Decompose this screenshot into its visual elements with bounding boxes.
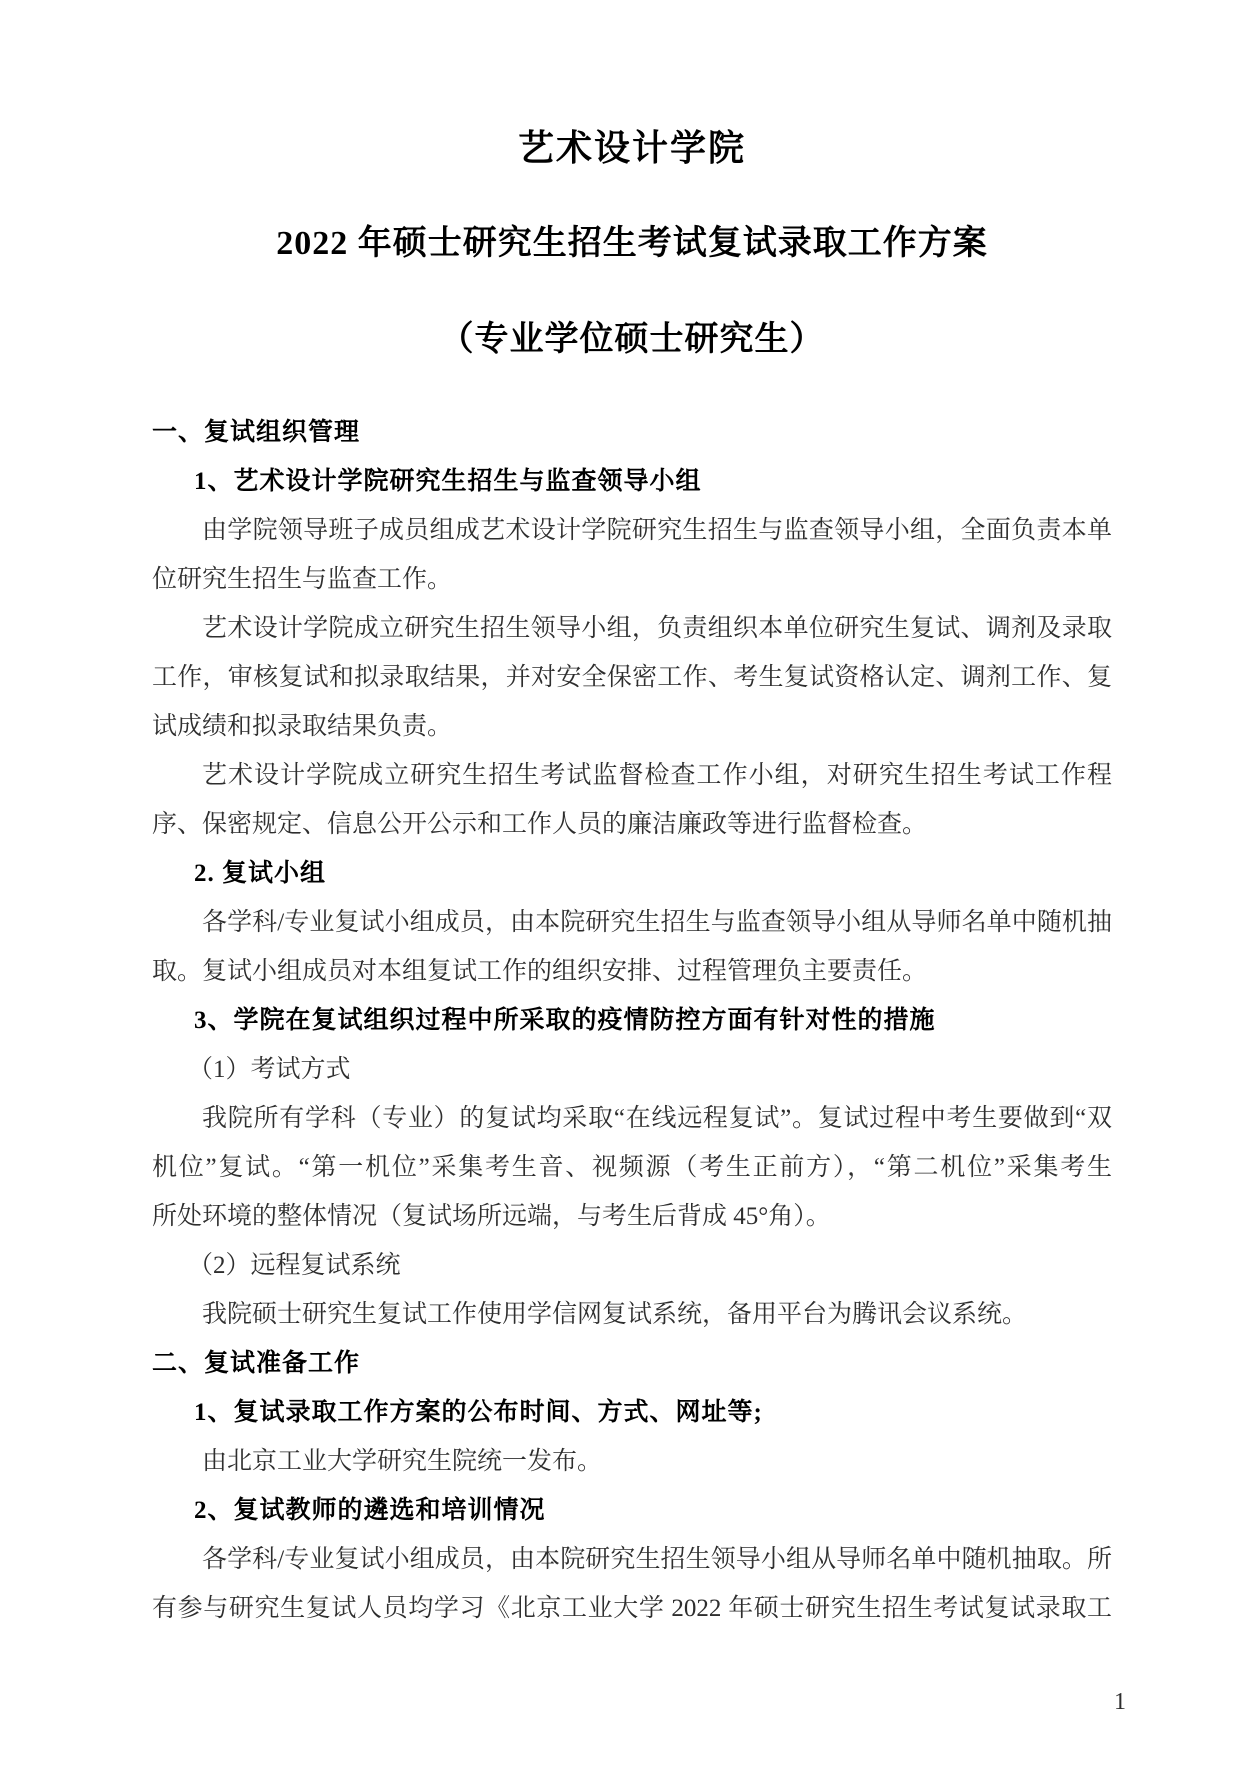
text-line: 2. 复试小组 xyxy=(194,860,327,887)
document-body xyxy=(152,408,1112,1633)
text-line: 各学科/专业复试小组成员，由本院研究生招生与监查领导小组从导师名单中随机抽 xyxy=(202,909,1112,936)
text-line: 各学科/专业复试小组成员，由本院研究生招生领导小组从导师名单中随机抽取。所 xyxy=(202,1546,1112,1573)
document-title-line-3: （专业学位硕士研究生） xyxy=(439,321,825,358)
document-header xyxy=(152,126,1112,362)
text-line: 由北京工业大学研究生院统一发布。 xyxy=(202,1448,603,1475)
text-line: 工作，审核复试和拟录取结果，并对安全保密工作、考生复试资格认定、调剂工作、复 xyxy=(152,664,1112,691)
text-line: 1、艺术设计学院研究生招生与监查领导小组 xyxy=(194,468,702,495)
text-line: 二、复试准备工作 xyxy=(152,1350,361,1377)
text-line: 3、学院在复试组织过程中所采取的疫情防控方面有针对性的措施 xyxy=(194,1007,936,1034)
text-line: 1、复试录取工作方案的公布时间、方式、网址等; xyxy=(194,1399,763,1426)
text-line: 机位”复试。“第一机位”采集考生音、视频源（考生正前方），“第二机位”采集考生 xyxy=(152,1154,1112,1181)
text-line: 艺术设计学院成立研究生招生领导小组，负责组织本单位研究生复试、调剂及录取 xyxy=(202,615,1112,642)
text-line: 位研究生招生与监查工作。 xyxy=(152,566,453,593)
text-line: （2）远程复试系统 xyxy=(188,1252,401,1279)
text-line: 试成绩和拟录取结果负责。 xyxy=(152,713,453,740)
text-line: 我院所有学科（专业）的复试均采取“在线远程复试”。复试过程中考生要做到“双 xyxy=(202,1105,1112,1132)
page-number: 1 xyxy=(1114,1689,1126,1715)
text-line: 由学院领导班子成员组成艺术设计学院研究生招生与监查领导小组，全面负责本单 xyxy=(202,517,1112,544)
text-line: 所处环境的整体情况（复试场所远端，与考生后背成 45°角）。 xyxy=(152,1203,831,1230)
document-title-line-2: 2022 年硕士研究生招生考试复试录取工作方案 xyxy=(276,225,988,262)
text-line: （1）考试方式 xyxy=(188,1056,351,1083)
document-title-line-1: 艺术设计学院 xyxy=(517,128,746,168)
text-line: 2、复试教师的遴选和培训情况 xyxy=(194,1497,546,1524)
text-line: 艺术设计学院成立研究生招生考试监督检查工作小组，对研究生招生考试工作程 xyxy=(202,762,1112,789)
text-line: 一、复试组织管理 xyxy=(152,419,361,446)
text-line: 我院硕士研究生复试工作使用学信网复试系统，备用平台为腾讯会议系统。 xyxy=(202,1301,1028,1328)
text-line: 序、保密规定、信息公开公示和工作人员的廉洁廉政等进行监督检查。 xyxy=(152,811,928,838)
text-line: 取。复试小组成员对本组复试工作的组织安排、过程管理负主要责任。 xyxy=(152,958,928,985)
text-line: 有参与研究生复试人员均学习《北京工业大学 2022 年硕士研究生招生考试复试录取工 xyxy=(152,1595,1112,1622)
